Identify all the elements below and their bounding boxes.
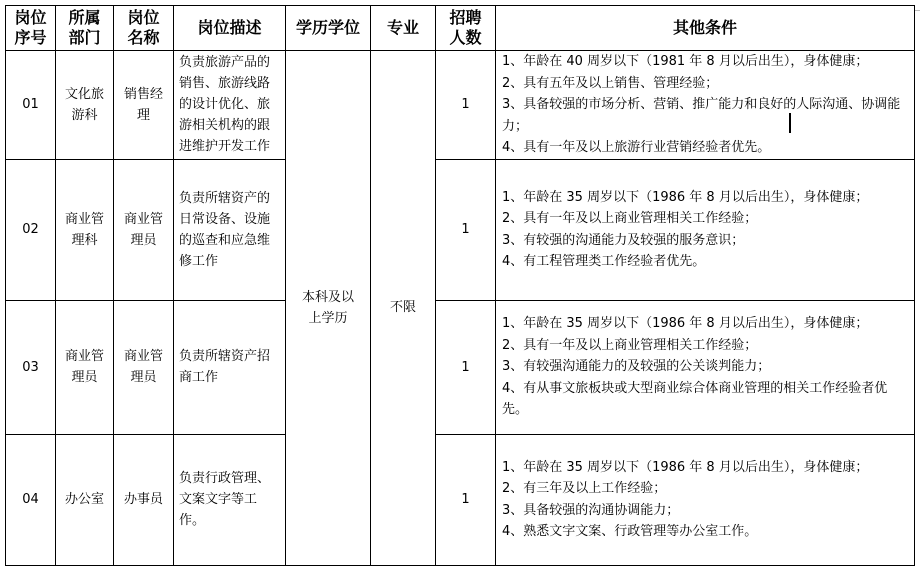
condition-item: 1、年龄在 35 周岁以下（1986 年 8 月以后出生），身体健康； <box>502 189 869 205</box>
position-title: 商业管 理员 <box>114 300 174 434</box>
condition-item: 1、年龄在 40 周岁以下（1981 年 8 月以后出生），身体健康； <box>502 54 869 69</box>
condition-item: 1、年龄在 35 周岁以下（1986 年 8 月以后出生），身体健康； <box>502 316 869 332</box>
condition-item: 3、有较强的沟通能力及较强的服务意识； <box>502 232 745 248</box>
header-conditions: 其他条件 <box>496 6 915 51</box>
table-row <box>6 434 915 565</box>
condition-item: 4、有从事文旅板块或大型商业综合体商业管理的相关工作经验者优先。 <box>502 380 888 418</box>
header-count: 招聘 人数 <box>436 6 496 51</box>
position-title: 销售经 理 <box>114 51 174 160</box>
table-row <box>6 51 915 160</box>
position-title: 办事员 <box>114 434 174 565</box>
header-id: 岗位 序号 <box>6 6 56 51</box>
position-id: 02 <box>6 159 56 300</box>
condition-item: 3、具备较强的市场分析、营销、推广能力和良好的人际沟通、协调能力； <box>502 97 901 134</box>
condition-item: 1、年龄在 35 周岁以下（1986 年 8 月以后出生），身体健康； <box>502 459 869 475</box>
condition-item: 2、有三年及以上工作经验； <box>502 481 667 496</box>
condition-item: 2、具有一年及以上商业管理相关工作经验； <box>502 211 758 226</box>
header-desc: 岗位描述 <box>174 6 286 51</box>
position-description: 负责所辖资产的日常设备、设施的巡查和应急维修工作 <box>174 159 286 300</box>
header-education: 学历学位 <box>286 6 371 51</box>
department: 商业管 理员 <box>56 300 114 434</box>
position-id: 03 <box>6 300 56 434</box>
department: 办公室 <box>56 434 114 565</box>
other-conditions <box>496 300 915 434</box>
department: 商业管 理科 <box>56 159 114 300</box>
position-id: 04 <box>6 434 56 565</box>
page-edge-marker <box>915 10 920 11</box>
hire-count: 1 <box>436 434 496 565</box>
condition-item: 2、具有五年及以上销售、管理经验； <box>502 75 719 91</box>
header-title: 岗位 名称 <box>114 6 174 51</box>
position-id: 01 <box>6 51 56 160</box>
position-description: 负责行政管理、文案文字等工作。 <box>174 434 286 565</box>
recruitment-table <box>5 5 915 566</box>
condition-item: 4、熟悉文字文案、行政管理等办公室工作。 <box>502 524 758 539</box>
major-requirement: 不限 <box>371 51 436 566</box>
position-description: 负责旅游产品的销售、旅游线路的设计优化、旅游相关机构的跟进维护开发工作 <box>174 51 286 160</box>
position-description: 负责所辖资产招商工作 <box>174 300 286 434</box>
condition-item: 2、具有一年及以上商业管理相关工作经验； <box>502 337 758 353</box>
hire-count: 1 <box>436 51 496 160</box>
table-row <box>6 159 915 300</box>
other-conditions <box>496 434 915 565</box>
table-row <box>6 300 915 434</box>
header-major: 专业 <box>371 6 436 51</box>
condition-item: 4、具有一年及以上旅游行业营销经验者优先。 <box>502 140 771 155</box>
condition-item: 4、有工程管理类工作经验者优先。 <box>502 254 706 269</box>
condition-item: 3、具备较强的沟通协调能力； <box>502 502 680 518</box>
condition-item: 3、有较强沟通能力的及较强的公关谈判能力； <box>502 359 771 375</box>
department: 文化旅 游科 <box>56 51 114 160</box>
position-title: 商业管 理员 <box>114 159 174 300</box>
header-dept: 所属 部门 <box>56 6 114 51</box>
text-cursor <box>789 113 791 133</box>
hire-count: 1 <box>436 159 496 300</box>
header-row <box>6 6 915 51</box>
education-requirement: 本科及以 上学历 <box>286 51 371 566</box>
hire-count: 1 <box>436 300 496 434</box>
other-conditions <box>496 159 915 300</box>
other-conditions <box>496 51 915 160</box>
